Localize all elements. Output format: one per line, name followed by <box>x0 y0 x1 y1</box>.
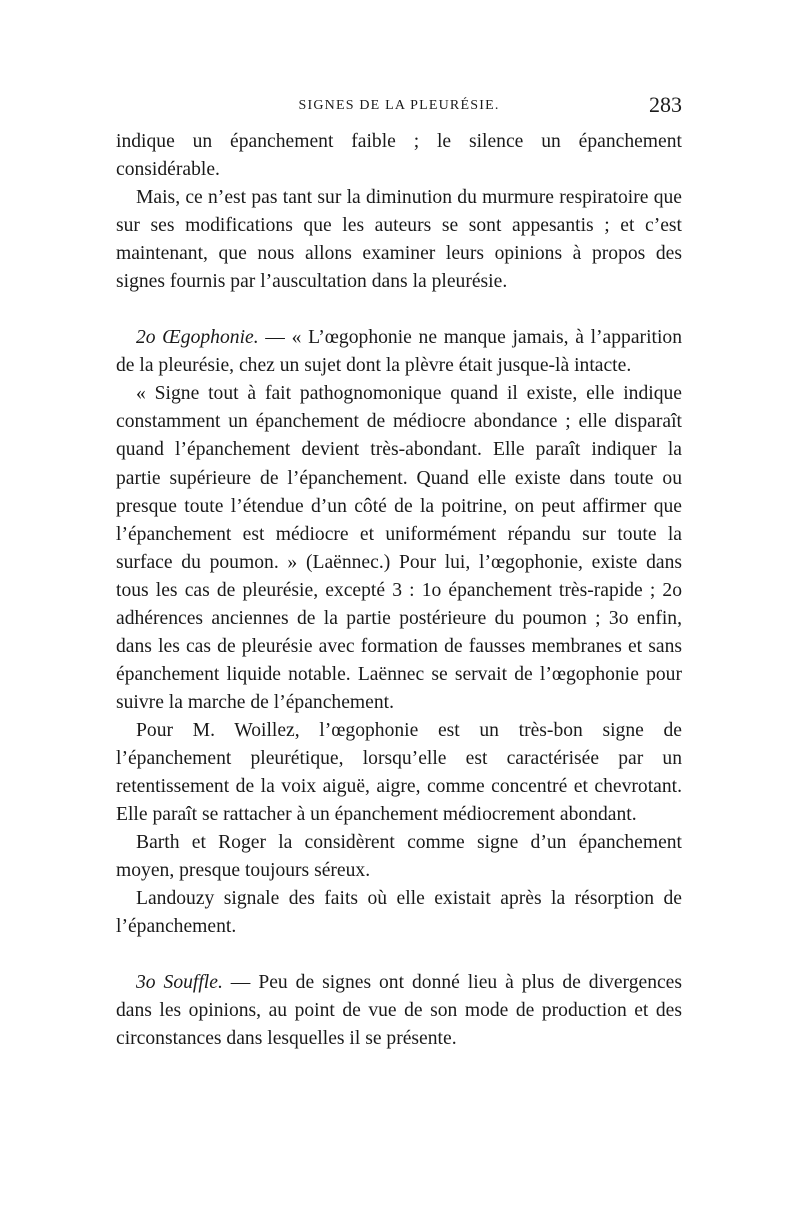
section-label-oegophonie: 2o Œgophonie. <box>136 327 259 349</box>
paragraph-auscultation-intro: Mais, ce n’est pas tant sur la diminution du murmure respiratoire que sur ses modifications que les auteurs se sont appesantis ; et c’est maintenant, que nous allons examiner leurs opinions à propos des signes fournis par l’auscultation dans la pleurésie. <box>116 187 682 293</box>
paragraph-oegophonie-text: — « L’œgophonie ne manque jamais, à l’apparition de la pleurésie, chez un sujet dont la plèvre était jusque-là intacte. <box>116 327 682 377</box>
paragraph-laennec-quote: « Signe tout à fait pathognomonique quand il existe, elle indique constamment un épanchement de médiocre abondance ; elle disparaît quand l’épanchement devient très-abondant. Elle paraît indiquer la partie supérieure de l’épanchement. Quand elle existe dans toute ou presque toute l’étendue d’un côté de la poitrine, on peut affirmer que l’épanchement est médiocre et uniformément répandu sur toute la surface du poumon. » (Laënnec.) Pour lui, l’œgophonie, existe dans tous les cas de pleurésie, excepté 3 : 1o épanchement très-rapide ; 2o adhérences anciennes de la partie postérieure du poumon ; 3o enfin, dans les cas de pleurésie avec formation de fausses membranes et sans épanchement liquide notable. Laënnec se servait de l’œgophonie pour suivre la marche de l’épanchement. <box>116 383 682 713</box>
paragraph-landouzy: Landouzy signale des faits où elle existait après la résorption de l’épanchement. <box>116 888 682 938</box>
paragraph-souffle-heading <box>116 969 682 1053</box>
paragraph-continuation: indique un épanchement faible ; le silence un épanchement considérable. <box>116 131 682 181</box>
page-number: 283 <box>649 92 682 117</box>
paragraph-woillez: Pour M. Woillez, l’œgophonie est un très-bon signe de l’épanchement pleurétique, lorsqu’elle est caractérisée par un retentissement de la voix aiguë, aigre, comme concentré et chevrotant. Elle paraît se rattacher à un épanchement médiocrement abondant. <box>116 719 682 826</box>
page-body <box>116 128 682 1053</box>
section-label-souffle: 3o Souffle. <box>136 972 223 994</box>
paragraph-oegophonie-heading <box>116 324 682 380</box>
paragraph-souffle-text: — Peu de signes ont donné lieu à plus de divergences dans les opinions, au point de vue de son mode de production et des circonstances dans lesquelles il se présente. <box>116 972 683 1050</box>
running-head: SIGNES DE LA PLEURÉSIE. <box>298 98 500 113</box>
paragraph-barth-roger: Barth et Roger la considèrent comme signe d’un épanchement moyen, presque toujours séreux. <box>116 832 682 882</box>
page-header <box>116 92 682 122</box>
